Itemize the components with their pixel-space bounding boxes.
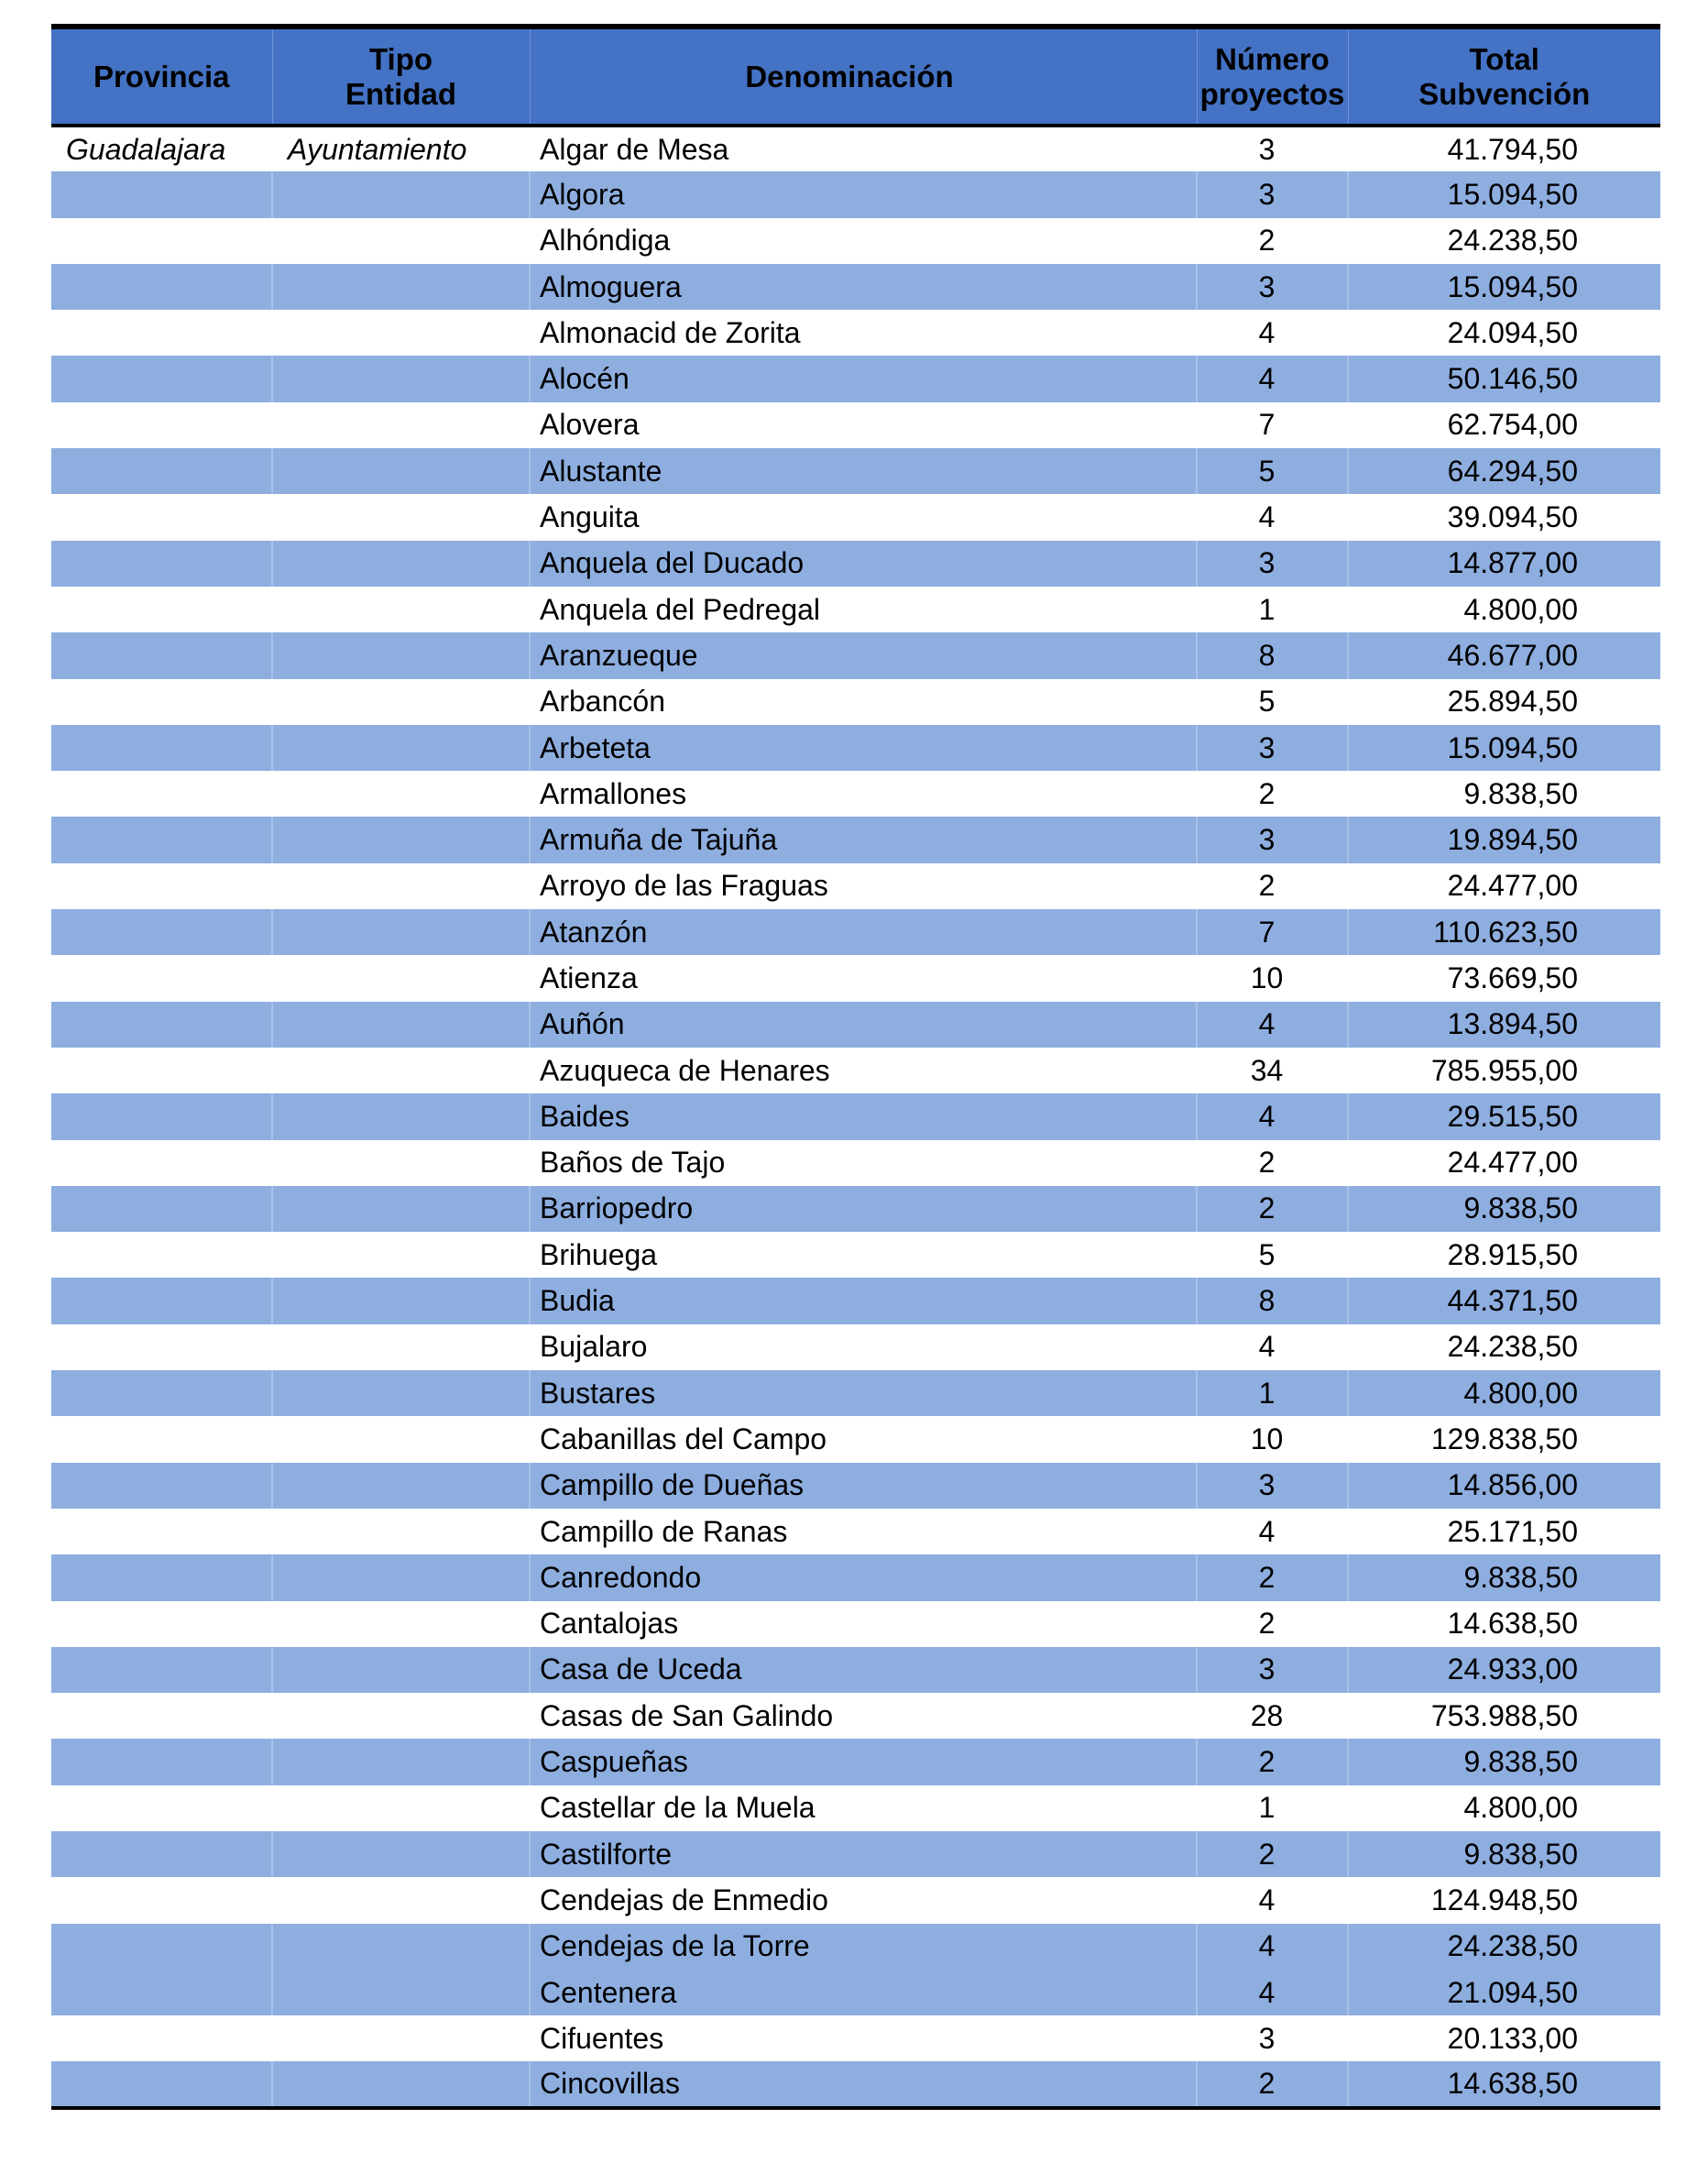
cell-tipo-entidad	[272, 1278, 530, 1323]
cell-denominacion: Arbeteta	[530, 725, 1197, 771]
cell-provincia	[51, 1785, 272, 1831]
table-row	[51, 1324, 1660, 1370]
table-row	[51, 541, 1660, 587]
table-row	[51, 1554, 1660, 1600]
cell-numero-proyectos: 10	[1197, 1416, 1348, 1462]
cell-provincia	[51, 2015, 272, 2061]
cell-provincia	[51, 310, 272, 356]
cell-provincia	[51, 1324, 272, 1370]
cell-provincia	[51, 264, 272, 310]
cell-tipo-entidad	[272, 1831, 530, 1877]
cell-total-subvencion: 15.094,50	[1348, 264, 1660, 310]
cell-denominacion: Caspueñas	[530, 1739, 1197, 1784]
cell-total-subvencion: 64.294,50	[1348, 448, 1660, 494]
cell-tipo-entidad	[272, 402, 530, 448]
cell-tipo-entidad	[272, 771, 530, 817]
cell-numero-proyectos: 8	[1197, 632, 1348, 678]
cell-total-subvencion: 15.094,50	[1348, 725, 1660, 771]
cell-tipo-entidad	[272, 1186, 530, 1232]
cell-tipo-entidad	[272, 1463, 530, 1509]
table-row	[51, 1693, 1660, 1739]
cell-numero-proyectos: 4	[1197, 356, 1348, 401]
cell-tipo-entidad	[272, 632, 530, 678]
cell-denominacion: Atanzón	[530, 909, 1197, 955]
cell-denominacion: Cincovillas	[530, 2061, 1197, 2107]
table-row	[51, 264, 1660, 310]
cell-tipo-entidad	[272, 1877, 530, 1923]
cell-tipo-entidad	[272, 1370, 530, 1416]
cell-denominacion: Bujalaro	[530, 1324, 1197, 1370]
cell-tipo-entidad	[272, 1416, 530, 1462]
table-row	[51, 494, 1660, 540]
cell-denominacion: Cabanillas del Campo	[530, 1416, 1197, 1462]
cell-total-subvencion: 24.238,50	[1348, 218, 1660, 264]
table-row	[51, 1093, 1660, 1139]
cell-total-subvencion: 753.988,50	[1348, 1693, 1660, 1739]
cell-tipo-entidad	[272, 310, 530, 356]
cell-provincia	[51, 632, 272, 678]
table-row	[51, 632, 1660, 678]
cell-denominacion: Campillo de Ranas	[530, 1509, 1197, 1554]
table-row	[51, 1739, 1660, 1784]
table-row	[51, 310, 1660, 356]
cell-numero-proyectos: 2	[1197, 1601, 1348, 1647]
table-row	[51, 1970, 1660, 2015]
cell-total-subvencion: 46.677,00	[1348, 632, 1660, 678]
table-row	[51, 1509, 1660, 1554]
cell-provincia	[51, 448, 272, 494]
cell-total-subvencion: 25.171,50	[1348, 1509, 1660, 1554]
cell-denominacion: Anguita	[530, 494, 1197, 540]
cell-numero-proyectos: 4	[1197, 1509, 1348, 1554]
cell-numero-proyectos: 2	[1197, 2061, 1348, 2107]
cell-denominacion: Armuña de Tajuña	[530, 817, 1197, 862]
cell-total-subvencion: 14.856,00	[1348, 1463, 1660, 1509]
cell-provincia	[51, 771, 272, 817]
cell-numero-proyectos: 1	[1197, 587, 1348, 632]
cell-denominacion: Aranzueque	[530, 632, 1197, 678]
cell-provincia	[51, 1877, 272, 1923]
cell-total-subvencion: 9.838,50	[1348, 1831, 1660, 1877]
cell-total-subvencion: 9.838,50	[1348, 771, 1660, 817]
header-numero-proyectos: Número proyectos	[1197, 27, 1348, 126]
cell-tipo-entidad	[272, 1970, 530, 2015]
cell-provincia	[51, 541, 272, 587]
cell-tipo-entidad	[272, 587, 530, 632]
cell-denominacion: Alhóndiga	[530, 218, 1197, 264]
cell-provincia	[51, 1416, 272, 1462]
table-row	[51, 171, 1660, 217]
cell-denominacion: Castellar de la Muela	[530, 1785, 1197, 1831]
cell-tipo-entidad	[272, 1601, 530, 1647]
cell-denominacion: Baños de Tajo	[530, 1140, 1197, 1186]
cell-tipo-entidad	[272, 356, 530, 401]
cell-tipo-entidad	[272, 1093, 530, 1139]
cell-denominacion: Algar de Mesa	[530, 126, 1197, 171]
cell-denominacion: Casa de Uceda	[530, 1647, 1197, 1693]
table-row	[51, 1831, 1660, 1877]
cell-denominacion: Algora	[530, 171, 1197, 217]
cell-provincia	[51, 679, 272, 725]
cell-numero-proyectos: 1	[1197, 1370, 1348, 1416]
cell-denominacion: Canredondo	[530, 1554, 1197, 1600]
cell-denominacion: Armallones	[530, 771, 1197, 817]
cell-denominacion: Almoguera	[530, 264, 1197, 310]
cell-total-subvencion: 14.638,50	[1348, 2061, 1660, 2107]
cell-total-subvencion: 19.894,50	[1348, 817, 1660, 862]
cell-provincia	[51, 1186, 272, 1232]
cell-tipo-entidad	[272, 863, 530, 909]
cell-denominacion: Baides	[530, 1093, 1197, 1139]
table-row	[51, 1048, 1660, 1093]
cell-tipo-entidad	[272, 1140, 530, 1186]
cell-numero-proyectos: 4	[1197, 310, 1348, 356]
cell-provincia	[51, 863, 272, 909]
cell-total-subvencion: 9.838,50	[1348, 1554, 1660, 1600]
cell-numero-proyectos: 7	[1197, 909, 1348, 955]
subsidy-table	[51, 24, 1660, 2110]
header-provincia: Provincia	[51, 27, 272, 126]
cell-total-subvencion: 24.238,50	[1348, 1324, 1660, 1370]
table-row	[51, 1186, 1660, 1232]
cell-numero-proyectos: 3	[1197, 725, 1348, 771]
cell-tipo-entidad	[272, 1048, 530, 1093]
table-row	[51, 1877, 1660, 1923]
cell-total-subvencion: 29.515,50	[1348, 1093, 1660, 1139]
cell-numero-proyectos: 2	[1197, 1554, 1348, 1600]
cell-provincia	[51, 1278, 272, 1323]
cell-provincia	[51, 955, 272, 1001]
cell-tipo-entidad	[272, 1693, 530, 1739]
table-row	[51, 1140, 1660, 1186]
table-row	[51, 2015, 1660, 2061]
cell-provincia	[51, 1232, 272, 1278]
cell-tipo-entidad	[272, 1002, 530, 1048]
cell-tipo-entidad: Ayuntamiento	[272, 126, 530, 171]
cell-tipo-entidad	[272, 1785, 530, 1831]
cell-provincia	[51, 1739, 272, 1784]
cell-denominacion: Budia	[530, 1278, 1197, 1323]
cell-provincia	[51, 402, 272, 448]
header-total-subvencion: Total Subvención	[1348, 27, 1660, 126]
cell-total-subvencion: 24.094,50	[1348, 310, 1660, 356]
cell-total-subvencion: 24.933,00	[1348, 1647, 1660, 1693]
table-row	[51, 356, 1660, 401]
cell-numero-proyectos: 2	[1197, 1739, 1348, 1784]
cell-provincia	[51, 1831, 272, 1877]
cell-numero-proyectos: 3	[1197, 1647, 1348, 1693]
cell-numero-proyectos: 5	[1197, 448, 1348, 494]
cell-total-subvencion: 4.800,00	[1348, 1785, 1660, 1831]
cell-denominacion: Bustares	[530, 1370, 1197, 1416]
cell-numero-proyectos: 4	[1197, 1093, 1348, 1139]
cell-numero-proyectos: 4	[1197, 1970, 1348, 2015]
cell-numero-proyectos: 2	[1197, 1186, 1348, 1232]
cell-total-subvencion: 24.477,00	[1348, 1140, 1660, 1186]
table-row	[51, 402, 1660, 448]
cell-total-subvencion: 62.754,00	[1348, 402, 1660, 448]
cell-tipo-entidad	[272, 1324, 530, 1370]
cell-numero-proyectos: 5	[1197, 1232, 1348, 1278]
table-row	[51, 1370, 1660, 1416]
cell-denominacion: Alocén	[530, 356, 1197, 401]
cell-numero-proyectos: 3	[1197, 817, 1348, 862]
cell-tipo-entidad	[272, 1554, 530, 1600]
cell-numero-proyectos: 3	[1197, 2015, 1348, 2061]
cell-provincia	[51, 1509, 272, 1554]
table-row	[51, 863, 1660, 909]
cell-total-subvencion: 129.838,50	[1348, 1416, 1660, 1462]
header-row	[51, 27, 1660, 126]
cell-total-subvencion: 50.146,50	[1348, 356, 1660, 401]
cell-tipo-entidad	[272, 218, 530, 264]
cell-provincia	[51, 1463, 272, 1509]
cell-provincia	[51, 494, 272, 540]
cell-total-subvencion: 4.800,00	[1348, 1370, 1660, 1416]
cell-tipo-entidad	[272, 909, 530, 955]
cell-provincia	[51, 1048, 272, 1093]
cell-tipo-entidad	[272, 541, 530, 587]
cell-denominacion: Casas de San Galindo	[530, 1693, 1197, 1739]
table-header	[51, 27, 1660, 126]
cell-total-subvencion: 25.894,50	[1348, 679, 1660, 725]
cell-provincia	[51, 909, 272, 955]
cell-tipo-entidad	[272, 955, 530, 1001]
cell-numero-proyectos: 7	[1197, 402, 1348, 448]
cell-total-subvencion: 20.133,00	[1348, 2015, 1660, 2061]
cell-total-subvencion: 73.669,50	[1348, 955, 1660, 1001]
cell-tipo-entidad	[272, 494, 530, 540]
cell-provincia	[51, 817, 272, 862]
table-row	[51, 1416, 1660, 1462]
cell-total-subvencion: 28.915,50	[1348, 1232, 1660, 1278]
table-row	[51, 218, 1660, 264]
cell-tipo-entidad	[272, 817, 530, 862]
cell-numero-proyectos: 3	[1197, 1463, 1348, 1509]
table-row	[51, 587, 1660, 632]
cell-denominacion: Arbancón	[530, 679, 1197, 725]
table-row	[51, 1002, 1660, 1048]
cell-provincia	[51, 1554, 272, 1600]
cell-numero-proyectos: 1	[1197, 1785, 1348, 1831]
cell-total-subvencion: 4.800,00	[1348, 587, 1660, 632]
cell-total-subvencion: 13.894,50	[1348, 1002, 1660, 1048]
cell-tipo-entidad	[272, 1924, 530, 1970]
cell-provincia	[51, 1601, 272, 1647]
table-row	[51, 771, 1660, 817]
cell-tipo-entidad	[272, 2061, 530, 2107]
cell-provincia	[51, 587, 272, 632]
cell-numero-proyectos: 2	[1197, 771, 1348, 817]
cell-tipo-entidad	[272, 1739, 530, 1784]
cell-total-subvencion: 14.638,50	[1348, 1601, 1660, 1647]
cell-total-subvencion: 15.094,50	[1348, 171, 1660, 217]
cell-total-subvencion: 124.948,50	[1348, 1877, 1660, 1923]
cell-denominacion: Castilforte	[530, 1831, 1197, 1877]
cell-provincia	[51, 1370, 272, 1416]
cell-denominacion: Azuqueca de Henares	[530, 1048, 1197, 1093]
cell-total-subvencion: 14.877,00	[1348, 541, 1660, 587]
cell-denominacion: Atienza	[530, 955, 1197, 1001]
cell-denominacion: Anquela del Ducado	[530, 541, 1197, 587]
table-row	[51, 1232, 1660, 1278]
cell-numero-proyectos: 3	[1197, 171, 1348, 217]
table-row	[51, 2061, 1660, 2107]
cell-total-subvencion: 9.838,50	[1348, 1739, 1660, 1784]
cell-denominacion: Alustante	[530, 448, 1197, 494]
cell-numero-proyectos: 3	[1197, 126, 1348, 171]
cell-tipo-entidad	[272, 679, 530, 725]
cell-tipo-entidad	[272, 264, 530, 310]
cell-denominacion: Campillo de Dueñas	[530, 1463, 1197, 1509]
cell-denominacion: Cantalojas	[530, 1601, 1197, 1647]
table-row	[51, 1601, 1660, 1647]
cell-provincia	[51, 1970, 272, 2015]
cell-provincia	[51, 1093, 272, 1139]
table-row	[51, 448, 1660, 494]
table-row	[51, 1924, 1660, 1970]
cell-provincia	[51, 1693, 272, 1739]
cell-total-subvencion: 24.477,00	[1348, 863, 1660, 909]
cell-denominacion: Alovera	[530, 402, 1197, 448]
subsidy-table-sheet	[51, 24, 1660, 2110]
cell-numero-proyectos: 2	[1197, 1140, 1348, 1186]
cell-denominacion: Anquela del Pedregal	[530, 587, 1197, 632]
table-row	[51, 955, 1660, 1001]
cell-total-subvencion: 9.838,50	[1348, 1186, 1660, 1232]
cell-tipo-entidad	[272, 1647, 530, 1693]
cell-denominacion: Cifuentes	[530, 2015, 1197, 2061]
cell-provincia	[51, 1002, 272, 1048]
cell-numero-proyectos: 4	[1197, 1002, 1348, 1048]
header-denominacion: Denominación	[530, 27, 1197, 126]
table-row	[51, 1278, 1660, 1323]
table-row	[51, 679, 1660, 725]
cell-numero-proyectos: 5	[1197, 679, 1348, 725]
cell-tipo-entidad	[272, 1232, 530, 1278]
cell-numero-proyectos: 2	[1197, 1831, 1348, 1877]
cell-provincia	[51, 1140, 272, 1186]
cell-total-subvencion: 44.371,50	[1348, 1278, 1660, 1323]
table-row	[51, 1463, 1660, 1509]
header-tipo-entidad: Tipo Entidad	[272, 27, 530, 126]
cell-provincia	[51, 218, 272, 264]
cell-numero-proyectos: 2	[1197, 218, 1348, 264]
cell-denominacion: Barriopedro	[530, 1186, 1197, 1232]
cell-provincia: Guadalajara	[66, 132, 226, 166]
cell-numero-proyectos: 4	[1197, 1877, 1348, 1923]
cell-total-subvencion: 39.094,50	[1348, 494, 1660, 540]
cell-numero-proyectos: 4	[1197, 1924, 1348, 1970]
cell-numero-proyectos: 3	[1197, 541, 1348, 587]
table-row	[51, 1785, 1660, 1831]
cell-provincia	[51, 1924, 272, 1970]
cell-tipo-entidad	[272, 725, 530, 771]
cell-provincia	[51, 2061, 272, 2107]
cell-numero-proyectos: 8	[1197, 1278, 1348, 1323]
cell-total-subvencion: 24.238,50	[1348, 1924, 1660, 1970]
cell-denominacion: Cendejas de la Torre	[530, 1924, 1197, 1970]
cell-tipo-entidad	[272, 1509, 530, 1554]
cell-numero-proyectos: 34	[1197, 1048, 1348, 1093]
cell-denominacion: Auñón	[530, 1002, 1197, 1048]
cell-tipo-entidad	[272, 2015, 530, 2061]
cell-numero-proyectos: 4	[1197, 1324, 1348, 1370]
table-body	[51, 126, 1660, 2108]
cell-denominacion: Cendejas de Enmedio	[530, 1877, 1197, 1923]
cell-total-subvencion: 785.955,00	[1348, 1048, 1660, 1093]
cell-numero-proyectos: 28	[1197, 1693, 1348, 1739]
table-row	[51, 126, 1660, 171]
table-row	[51, 725, 1660, 771]
cell-tipo-entidad	[272, 448, 530, 494]
cell-denominacion: Centenera	[530, 1970, 1197, 2015]
cell-tipo-entidad	[272, 171, 530, 217]
cell-numero-proyectos: 4	[1197, 494, 1348, 540]
cell-provincia	[51, 356, 272, 401]
cell-denominacion: Almonacid de Zorita	[530, 310, 1197, 356]
cell-numero-proyectos: 10	[1197, 955, 1348, 1001]
cell-numero-proyectos: 2	[1197, 863, 1348, 909]
cell-total-subvencion: 21.094,50	[1348, 1970, 1660, 2015]
table-row	[51, 1647, 1660, 1693]
cell-provincia	[51, 725, 272, 771]
cell-numero-proyectos: 3	[1197, 264, 1348, 310]
table-row	[51, 817, 1660, 862]
cell-total-subvencion: 110.623,50	[1348, 909, 1660, 955]
cell-total-subvencion: 41.794,50	[1348, 126, 1660, 171]
cell-provincia	[51, 171, 272, 217]
cell-denominacion: Brihuega	[530, 1232, 1197, 1278]
cell-denominacion: Arroyo de las Fraguas	[530, 863, 1197, 909]
cell-provincia	[51, 1647, 272, 1693]
table-row	[51, 909, 1660, 955]
